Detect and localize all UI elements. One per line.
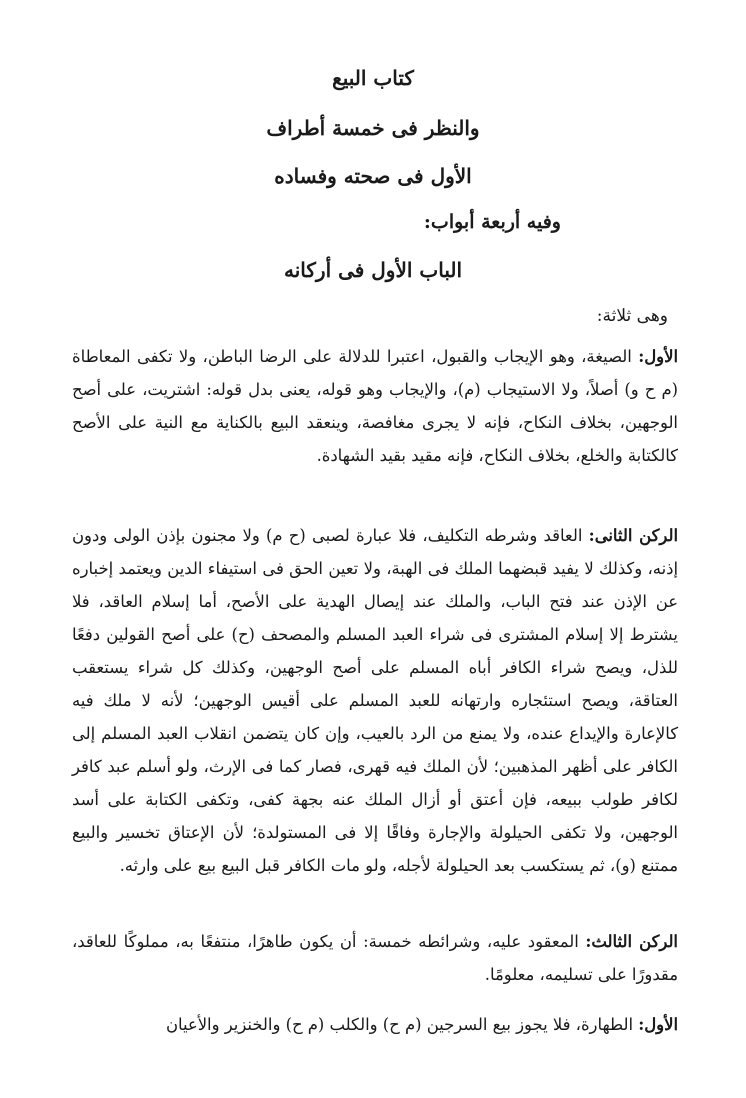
paragraph-lead: الركن الثانى: bbox=[588, 526, 679, 545]
paragraph-first-pillar bbox=[72, 340, 678, 472]
intro-line: وهى ثلاثة: bbox=[596, 306, 668, 326]
paragraph-lead: الأول: bbox=[638, 1015, 678, 1034]
paragraph-third-pillar bbox=[72, 925, 678, 991]
paragraph-text: العاقد وشرطه التكليف، فلا عبارة لصبى (ح م) ولا مجنون بإذن الولى ودون إذنه، وكذلك لا يفيد قبضهما الملك فى الهبة، ولا تعين الحق فى استيفاء الدين ويعتمد إخباره عن الإذن عند فتح الباب، والملك عند إيصال الهدية على الأصح، أما إسلام العاقد، فلا يشترط إلا إسلام المشترى فى شراء العبد المسلم والمصحف (ح) على أصح القولين دفعًا للذل، ويصح شراء الكافر أباه المسلم على أصح الوجهين، وكذلك كل شراء يستعقب العتاقة، ويصح استئجاره وارتهانه للعبد المسلم على أقيس الوجهين؛ لأنه لا ملك فيه كالإعارة والإيداع عنده، ولا يمنع من الرد بالعيب، وإن كان يتضمن انقلاب العبد المسلم إلى الكافر على أظهر المذهبين؛ لأن الملك فيه قهرى، فصار كما فى الإرث، ولو أسلم عبد كافر لكافر طولب ببيعه، فإن أعتق أو أزال الملك عنه بجهة كفى، وتكفى الكتابة على أسد الوجهين، ولا تكفى الحيلولة والإجارة وفاقًا إلا فى المستولدة؛ لأن الإعتاق تخسير والبيع ممتنع (و)، ثم يستكسب بعد الحيلولة لأجله، ولو مات الكافر قبل البيع بيع على وارثه. bbox=[72, 526, 678, 875]
book-subtitle: والنظر فى خمسة أطراف bbox=[266, 116, 480, 140]
paragraph-second-pillar bbox=[72, 519, 678, 882]
paragraph-text: الطهارة، فلا يجوز بيع السرجين (م ح) والكلب (م ح) والخنزير والأعيان bbox=[165, 1015, 639, 1034]
section-title: الأول فى صحته وفساده bbox=[274, 164, 472, 188]
book-title: كتاب البيع bbox=[332, 66, 414, 90]
chapters-intro: وفيه أربعة أبواب: bbox=[423, 211, 561, 233]
paragraph-lead: الأول: bbox=[638, 347, 678, 366]
chapter-title: الباب الأول فى أركانه bbox=[284, 258, 462, 282]
paragraph-lead: الركن الثالث: bbox=[585, 932, 678, 951]
paragraph-text: الصيغة، وهو الإيجاب والقبول، اعتبرا للدلالة على الرضا الباطن، ولا تكفى المعاطاة (م ح و) أصلاً، ولا الاستيجاب (م)، والإيجاب وهو قوله، يعنى بدل قوله: اشتريت، على أصح الوجهين، بخلاف النكاح، فإنه لا يجرى مغافصة، وينعقد البيع بالكناية مع النية على الأصح كالكتابة والخلع، بخلاف النكاح، فإنه مقيد بقيد الشهادة. bbox=[72, 347, 678, 465]
paragraph-purity-condition bbox=[72, 1008, 678, 1041]
paragraph-text: المعقود عليه، وشرائطه خمسة: أن يكون طاهرًا، منتفعًا به، مملوكًا للعاقد، مقدورًا على تسليمه، معلومًا. bbox=[72, 932, 678, 984]
